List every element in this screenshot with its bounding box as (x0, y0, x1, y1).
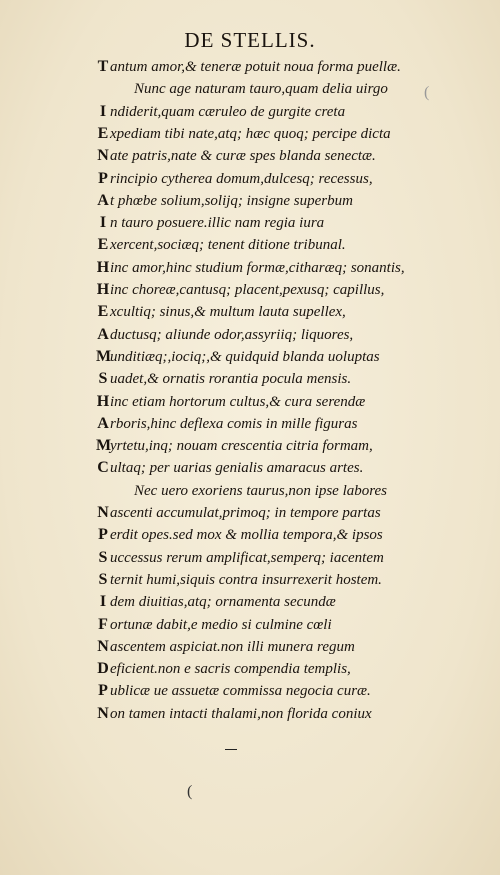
verse-initial: M (96, 347, 112, 365)
verse-initial: D (97, 660, 109, 678)
bleed-through-mark: ( (424, 84, 430, 101)
verse-line (96, 659, 351, 679)
verse-initial: I (99, 593, 107, 611)
verse-initial: N (97, 637, 109, 655)
verse-text: n tauro posuere.illic nam regia iura (110, 215, 325, 232)
verse-initial: N (97, 504, 109, 521)
verse-text: rincipio cytherea domum,dulcesq; recessus, (110, 170, 373, 187)
verse-initial: A (97, 191, 109, 209)
verse-line (96, 615, 332, 635)
verse-text: inc etiam hortorum cultus,& cura serendæ (110, 393, 366, 410)
verse-initial: S (98, 370, 108, 388)
verse-initial: A (97, 325, 109, 343)
verse-line (96, 592, 336, 612)
verse-text: xpediam tibi nate,atq; hæc quoq; percipe dicta (110, 125, 391, 142)
verse-text: uadet,& ornatis rorantia pocula mensis. (110, 371, 352, 388)
verse-initial: I (99, 214, 107, 232)
verse-line (96, 369, 351, 389)
verse-line (96, 258, 405, 278)
verse-initial: H (96, 281, 110, 298)
verse-initial: P (98, 682, 108, 700)
verse-initial: C (97, 459, 109, 477)
verse-initial: S (98, 570, 108, 588)
verse-line (96, 570, 382, 590)
catch-dash (225, 749, 237, 750)
verse-text: xercent,sociæq; tenent ditione tribunal. (110, 237, 346, 254)
verse-text: ublicæ ue assuetæ commissa negocia curæ. (110, 683, 371, 700)
verse-text: ductusq; aliunde odor,assyriiq; liquores, (110, 326, 354, 343)
verse-line (96, 503, 381, 523)
verse-line (134, 79, 388, 99)
verse-line (96, 191, 353, 211)
verse-initial: H (96, 258, 110, 276)
verse-text: eficient.non e sacris compendia templis, (110, 661, 351, 678)
verse-initial: N (97, 704, 109, 722)
verse-initial: E (97, 303, 109, 321)
verse-line (96, 458, 363, 478)
verse-text: ascentem aspiciat.non illi munera regum (110, 638, 355, 655)
verse-text: uccessus rerum amplificat,semperq; iacentem (110, 549, 384, 566)
verse-line (96, 325, 353, 345)
verse-text: ascenti accumulat,primoq; in tempore partas (110, 505, 381, 521)
verse-line (96, 637, 355, 657)
verse-initial: I (99, 102, 107, 120)
verse-text: unditiæq;,iociq;,& quidquid blanda uoluptas (110, 348, 380, 365)
verse-initial: H (96, 392, 110, 410)
verse-text: yrtetu,inq; nouam crescentia citria formam, (110, 438, 373, 455)
verse-line (96, 436, 373, 456)
verse-initial: S (98, 548, 108, 566)
verse-text: on tamen intacti thalami,non florida coniux (110, 705, 372, 722)
verse-text: t phœbe solium,solijq; insigne superbum (110, 192, 353, 209)
verse-line (96, 548, 384, 568)
verse-text: ndiderit,quam cæruleo de gurgite creta (110, 103, 346, 120)
verse-text: xcultiq; sinus,& multum lauta supellex, (110, 304, 346, 321)
verse-line (96, 280, 384, 300)
verse-initial: T (97, 58, 109, 75)
verse-text: Nec uero exoriens taurus,non ipse labores (134, 482, 388, 499)
verse-text: dem diuitias,atq; ornamenta secundæ (110, 594, 336, 611)
verse-line (96, 392, 365, 412)
verse-line (96, 124, 391, 144)
verse-line (96, 525, 383, 545)
verse-initial: M (96, 437, 112, 455)
verse-line (96, 146, 376, 166)
verse-initial: E (97, 124, 109, 142)
running-header: DE STELLIS. (184, 28, 316, 52)
verse-initial: F (98, 615, 108, 633)
verse-text: ate patris,nate & curæ spes blanda senectæ. (110, 148, 376, 165)
verse-text: ortunæ dabit,e medio si culmine cœli (110, 616, 332, 633)
bottom-paren-mark: ( (187, 783, 193, 800)
verse-initial: A (97, 414, 109, 432)
verse-line (96, 302, 346, 322)
verse-line (134, 481, 387, 501)
verse-line (96, 213, 324, 233)
verse-line (96, 681, 371, 701)
verse-text: ultaq; per uarias genialis amaracus artes. (110, 460, 364, 477)
verse-initial: P (98, 169, 108, 187)
verse-line (96, 414, 357, 434)
verse-text: antum amor,& teneræ potuit noua forma puellæ. (110, 59, 401, 75)
verse-line (96, 102, 345, 122)
verse-line (96, 169, 373, 189)
verse-line (96, 57, 401, 77)
verse-line (96, 347, 380, 367)
verse-text: inc amor,hinc studium formæ,citharæq; sonantis, (110, 259, 405, 276)
verse-text: erdit opes.sed mox & mollia tempora,& ipsos (110, 527, 383, 544)
verse-line (96, 235, 346, 255)
verse-initial: P (98, 526, 108, 544)
verse-text: inc choreæ,cantusq; placent,pexusq; capillus, (110, 282, 385, 298)
verse-initial: N (97, 147, 109, 165)
verse-initial: E (97, 236, 109, 254)
verse-text: rboris,hinc deflexa comis in mille figuras (110, 415, 358, 432)
verse-text: ternit humi,siquis contra insurrexerit hostem. (110, 571, 382, 588)
verse-text: Nunc age naturam tauro,quam delia uirgo (134, 81, 388, 98)
verse-line (96, 704, 372, 724)
